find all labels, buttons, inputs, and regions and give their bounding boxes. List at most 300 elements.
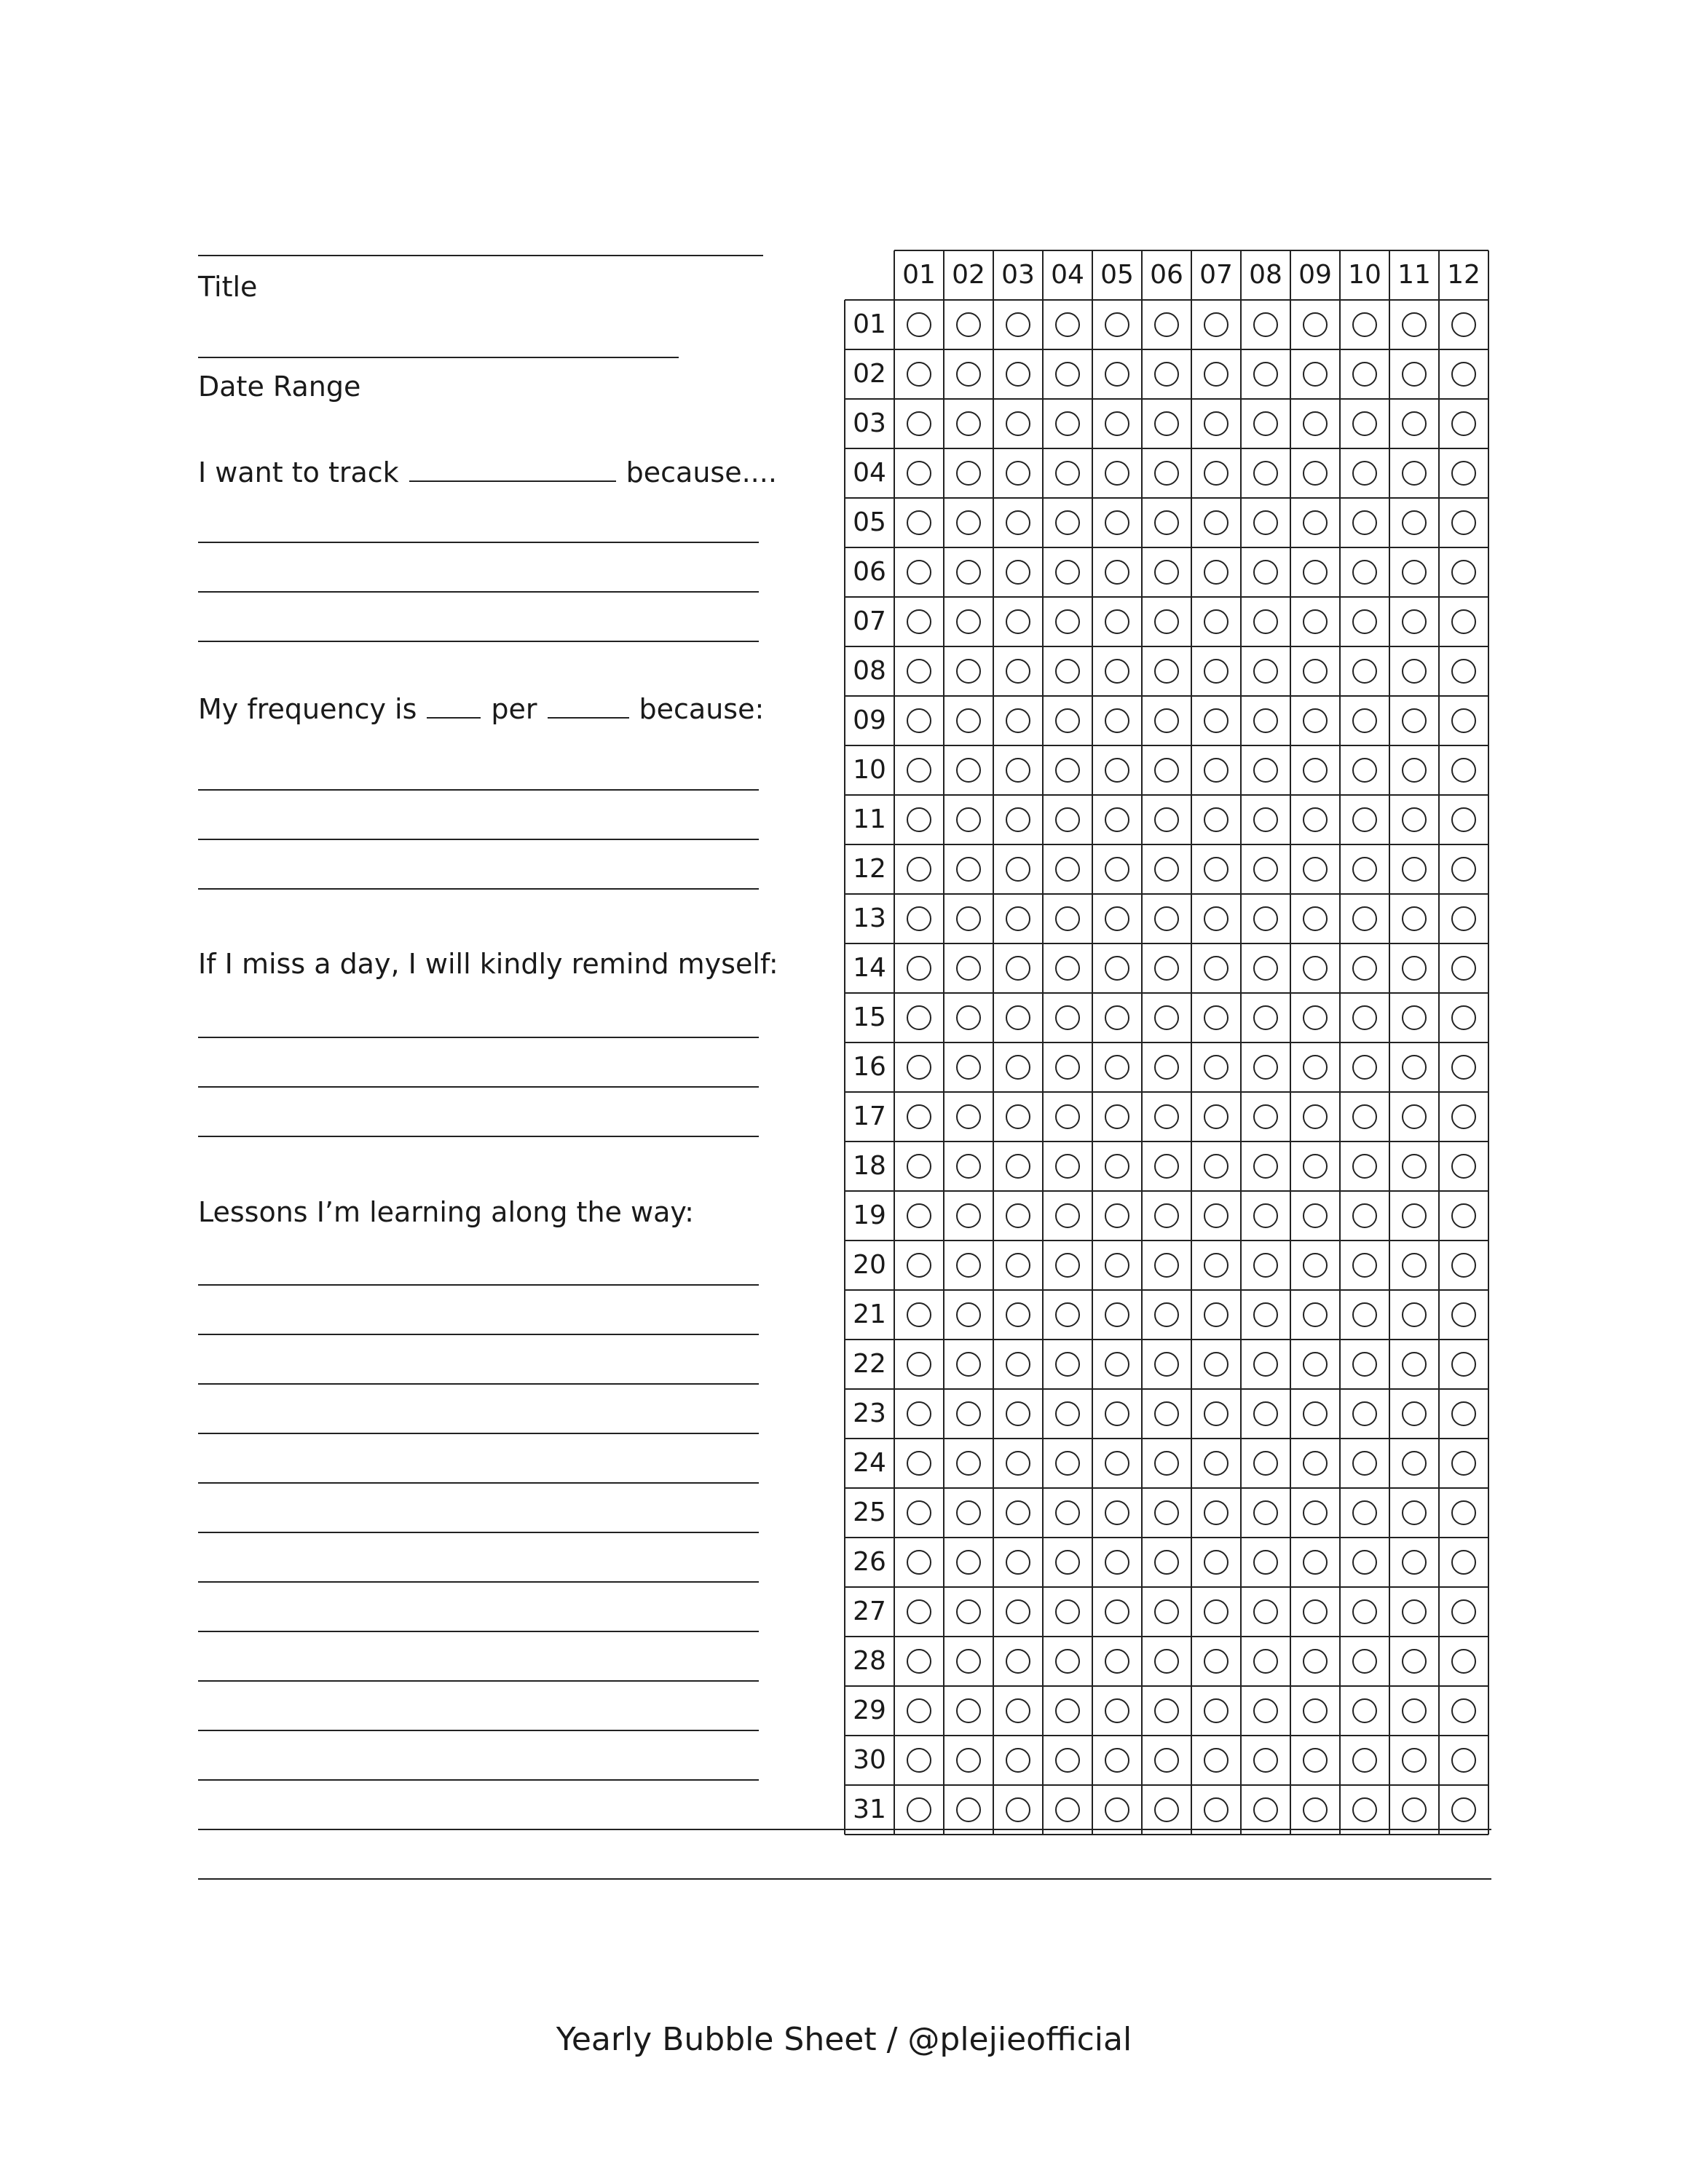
bubble-cell[interactable] (894, 696, 944, 745)
bubble-cell[interactable] (1340, 349, 1389, 399)
bubble-cell[interactable] (1191, 696, 1241, 745)
bubble-circle[interactable] (1006, 1401, 1030, 1426)
bubble-cell[interactable] (1439, 1488, 1488, 1538)
bubble-circle[interactable] (1402, 857, 1427, 882)
bubble-cell[interactable] (1439, 498, 1488, 547)
bubble-circle[interactable] (956, 1599, 981, 1624)
lessons-line-3[interactable] (198, 1383, 759, 1385)
bubble-cell[interactable] (1191, 844, 1241, 894)
bubble-cell[interactable] (1340, 1686, 1389, 1736)
bubble-cell[interactable] (1290, 1637, 1340, 1686)
bubble-cell[interactable] (1191, 1142, 1241, 1191)
bubble-cell[interactable] (1241, 1488, 1290, 1538)
bubble-circle[interactable] (1352, 1302, 1377, 1327)
bubble-cell[interactable] (993, 1488, 1043, 1538)
bubble-circle[interactable] (1451, 510, 1476, 535)
bubble-cell[interactable] (1439, 1290, 1488, 1340)
bubble-cell[interactable] (993, 1637, 1043, 1686)
bubble-circle[interactable] (1352, 1253, 1377, 1278)
bubble-cell[interactable] (1340, 300, 1389, 349)
bubble-cell[interactable] (1340, 1340, 1389, 1389)
bubble-circle[interactable] (1451, 609, 1476, 634)
bubble-circle[interactable] (1352, 1550, 1377, 1575)
bubble-cell[interactable] (1241, 844, 1290, 894)
bubble-circle[interactable] (1006, 857, 1030, 882)
bubble-cell[interactable] (1439, 646, 1488, 696)
bubble-cell[interactable] (1043, 300, 1092, 349)
bubble-circle[interactable] (1402, 807, 1427, 832)
bubble-circle[interactable] (1105, 1352, 1129, 1377)
bubble-cell[interactable] (944, 844, 993, 894)
bubble-cell[interactable] (1092, 1092, 1142, 1142)
bubble-circle[interactable] (1204, 1698, 1228, 1723)
bubble-cell[interactable] (1043, 1290, 1092, 1340)
bubble-circle[interactable] (1303, 1599, 1328, 1624)
bubble-cell[interactable] (1092, 1538, 1142, 1587)
bubble-circle[interactable] (1006, 659, 1030, 684)
bubble-circle[interactable] (1204, 411, 1228, 436)
bubble-circle[interactable] (1154, 1302, 1179, 1327)
bubble-circle[interactable] (1204, 1451, 1228, 1476)
bubble-circle[interactable] (1105, 510, 1129, 535)
bubble-circle[interactable] (907, 609, 931, 634)
bubble-circle[interactable] (1105, 461, 1129, 486)
bubble-circle[interactable] (1154, 1748, 1179, 1773)
bubble-cell[interactable] (1389, 399, 1439, 448)
bubble-cell[interactable] (1142, 399, 1191, 448)
bubble-circle[interactable] (1055, 1104, 1080, 1129)
bubble-cell[interactable] (1191, 1290, 1241, 1340)
bubble-circle[interactable] (1352, 807, 1377, 832)
bubble-circle[interactable] (1006, 758, 1030, 783)
bubble-cell[interactable] (1043, 646, 1092, 696)
bubble-circle[interactable] (1253, 1599, 1278, 1624)
bubble-cell[interactable] (1439, 399, 1488, 448)
bubble-circle[interactable] (1055, 1500, 1080, 1525)
bubble-circle[interactable] (1451, 659, 1476, 684)
bubble-cell[interactable] (1389, 844, 1439, 894)
bubble-cell[interactable] (1241, 498, 1290, 547)
bubble-circle[interactable] (1006, 1352, 1030, 1377)
bubble-cell[interactable] (944, 399, 993, 448)
bubble-cell[interactable] (1241, 349, 1290, 399)
bubble-cell[interactable] (1340, 1241, 1389, 1290)
bubble-circle[interactable] (1204, 1599, 1228, 1624)
track-blank[interactable] (409, 478, 616, 482)
lessons-line-1[interactable] (198, 1284, 759, 1286)
bubble-circle[interactable] (956, 1797, 981, 1822)
bubble-circle[interactable] (1253, 1203, 1278, 1228)
bubble-circle[interactable] (1402, 1104, 1427, 1129)
bubble-cell[interactable] (1142, 1736, 1191, 1785)
bubble-cell[interactable] (944, 1686, 993, 1736)
bubble-cell[interactable] (1340, 597, 1389, 646)
bubble-circle[interactable] (1451, 560, 1476, 585)
lessons-line-9[interactable] (198, 1680, 759, 1682)
bubble-cell[interactable] (1043, 1488, 1092, 1538)
bubble-circle[interactable] (1451, 411, 1476, 436)
bubble-circle[interactable] (1352, 1352, 1377, 1377)
bubble-cell[interactable] (1290, 399, 1340, 448)
bubble-circle[interactable] (907, 1599, 931, 1624)
bubble-circle[interactable] (1352, 857, 1377, 882)
bubble-circle[interactable] (1253, 1748, 1278, 1773)
bubble-cell[interactable] (1290, 1191, 1340, 1241)
bubble-cell[interactable] (1290, 448, 1340, 498)
bubble-cell[interactable] (1142, 448, 1191, 498)
bubble-cell[interactable] (1439, 993, 1488, 1042)
bubble-circle[interactable] (1055, 461, 1080, 486)
bubble-cell[interactable] (1439, 1191, 1488, 1241)
bubble-circle[interactable] (1105, 1154, 1129, 1179)
bubble-circle[interactable] (1105, 362, 1129, 387)
bubble-circle[interactable] (1204, 1302, 1228, 1327)
bubble-cell[interactable] (1389, 300, 1439, 349)
bubble-circle[interactable] (907, 1302, 931, 1327)
bubble-circle[interactable] (1105, 758, 1129, 783)
bubble-circle[interactable] (956, 1698, 981, 1723)
bubble-cell[interactable] (1389, 1191, 1439, 1241)
bubble-cell[interactable] (1043, 1587, 1092, 1637)
bubble-cell[interactable] (1092, 300, 1142, 349)
bubble-cell[interactable] (1092, 399, 1142, 448)
bubble-cell[interactable] (894, 1488, 944, 1538)
lessons-line-5[interactable] (198, 1482, 759, 1484)
bubble-circle[interactable] (1055, 1451, 1080, 1476)
bubble-cell[interactable] (1092, 745, 1142, 795)
bubble-circle[interactable] (1055, 411, 1080, 436)
bubble-circle[interactable] (1352, 1748, 1377, 1773)
bubble-circle[interactable] (1154, 807, 1179, 832)
bubble-cell[interactable] (993, 993, 1043, 1042)
bubble-circle[interactable] (1006, 1203, 1030, 1228)
bubble-circle[interactable] (907, 857, 931, 882)
bubble-circle[interactable] (1204, 1550, 1228, 1575)
bubble-cell[interactable] (944, 1538, 993, 1587)
bubble-cell[interactable] (1092, 1290, 1142, 1340)
bubble-cell[interactable] (1043, 696, 1092, 745)
bubble-cell[interactable] (1142, 1142, 1191, 1191)
bubble-circle[interactable] (907, 362, 931, 387)
bubble-circle[interactable] (1352, 1104, 1377, 1129)
bubble-circle[interactable] (1451, 1451, 1476, 1476)
bubble-cell[interactable] (1241, 1191, 1290, 1241)
bubble-cell[interactable] (894, 1042, 944, 1092)
bubble-circle[interactable] (1253, 1451, 1278, 1476)
bubble-circle[interactable] (907, 708, 931, 733)
bubble-circle[interactable] (1451, 906, 1476, 931)
bubble-cell[interactable] (1191, 1389, 1241, 1439)
bubble-circle[interactable] (1055, 807, 1080, 832)
bubble-circle[interactable] (1204, 461, 1228, 486)
bubble-circle[interactable] (1006, 1104, 1030, 1129)
bubble-cell[interactable] (1191, 1587, 1241, 1637)
bubble-cell[interactable] (944, 1042, 993, 1092)
bubble-cell[interactable] (1389, 993, 1439, 1042)
bubble-cell[interactable] (1043, 745, 1092, 795)
bubble-circle[interactable] (1303, 1005, 1328, 1030)
frequency-reason-line-3[interactable] (198, 888, 759, 890)
bubble-cell[interactable] (1043, 1686, 1092, 1736)
bubble-cell[interactable] (1241, 597, 1290, 646)
bubble-cell[interactable] (1191, 1686, 1241, 1736)
bubble-cell[interactable] (1043, 597, 1092, 646)
bubble-circle[interactable] (1006, 461, 1030, 486)
bubble-cell[interactable] (993, 547, 1043, 597)
bubble-cell[interactable] (1290, 993, 1340, 1042)
bubble-circle[interactable] (956, 1649, 981, 1674)
bubble-cell[interactable] (1290, 597, 1340, 646)
bubble-circle[interactable] (1253, 1352, 1278, 1377)
bubble-cell[interactable] (894, 1241, 944, 1290)
bubble-circle[interactable] (1451, 1104, 1476, 1129)
bubble-cell[interactable] (1142, 597, 1191, 646)
bubble-cell[interactable] (1142, 1340, 1191, 1389)
bubble-cell[interactable] (894, 300, 944, 349)
bubble-cell[interactable] (1142, 696, 1191, 745)
bubble-cell[interactable] (1191, 1092, 1241, 1142)
bubble-cell[interactable] (944, 795, 993, 844)
bubble-circle[interactable] (1402, 1401, 1427, 1426)
bubble-circle[interactable] (1253, 708, 1278, 733)
bubble-cell[interactable] (1290, 1587, 1340, 1637)
bubble-circle[interactable] (1253, 1500, 1278, 1525)
bubble-cell[interactable] (944, 1290, 993, 1340)
bubble-circle[interactable] (1105, 312, 1129, 337)
bubble-cell[interactable] (944, 1389, 993, 1439)
bubble-circle[interactable] (1055, 560, 1080, 585)
bubble-circle[interactable] (1055, 1599, 1080, 1624)
bubble-circle[interactable] (1451, 1253, 1476, 1278)
bubble-circle[interactable] (907, 1154, 931, 1179)
bubble-cell[interactable] (944, 1736, 993, 1785)
bubble-cell[interactable] (894, 1142, 944, 1191)
bubble-circle[interactable] (907, 906, 931, 931)
bubble-cell[interactable] (1389, 1686, 1439, 1736)
bubble-cell[interactable] (944, 696, 993, 745)
bubble-cell[interactable] (1439, 300, 1488, 349)
bubble-cell[interactable] (1389, 646, 1439, 696)
bubble-cell[interactable] (993, 1389, 1043, 1439)
bubble-cell[interactable] (1340, 646, 1389, 696)
bubble-cell[interactable] (1389, 547, 1439, 597)
bubble-cell[interactable] (1290, 1736, 1340, 1785)
bubble-circle[interactable] (1402, 956, 1427, 981)
bubble-circle[interactable] (1055, 758, 1080, 783)
bubble-circle[interactable] (1105, 1698, 1129, 1723)
bubble-circle[interactable] (1402, 1797, 1427, 1822)
bubble-circle[interactable] (1006, 1550, 1030, 1575)
bubble-circle[interactable] (956, 1302, 981, 1327)
bubble-circle[interactable] (1402, 1253, 1427, 1278)
bubble-cell[interactable] (1439, 1092, 1488, 1142)
bubble-circle[interactable] (1303, 807, 1328, 832)
bubble-circle[interactable] (956, 1104, 981, 1129)
bubble-cell[interactable] (1191, 1785, 1241, 1835)
bubble-cell[interactable] (993, 399, 1043, 448)
bubble-circle[interactable] (1105, 1055, 1129, 1080)
bubble-circle[interactable] (907, 1203, 931, 1228)
bubble-circle[interactable] (1006, 1055, 1030, 1080)
bubble-cell[interactable] (1191, 597, 1241, 646)
bubble-cell[interactable] (1043, 1142, 1092, 1191)
bubble-circle[interactable] (1303, 1748, 1328, 1773)
bubble-cell[interactable] (1389, 1736, 1439, 1785)
bubble-circle[interactable] (1204, 1055, 1228, 1080)
frequency-count-blank[interactable] (427, 714, 481, 719)
bubble-circle[interactable] (1402, 1698, 1427, 1723)
bubble-circle[interactable] (1006, 560, 1030, 585)
bubble-cell[interactable] (1340, 399, 1389, 448)
bubble-circle[interactable] (1006, 906, 1030, 931)
bubble-cell[interactable] (1191, 1488, 1241, 1538)
bubble-circle[interactable] (1451, 362, 1476, 387)
bubble-cell[interactable] (1191, 1637, 1241, 1686)
bubble-cell[interactable] (993, 1290, 1043, 1340)
bubble-cell[interactable] (1191, 1241, 1241, 1290)
bubble-circle[interactable] (1303, 857, 1328, 882)
lessons-line-6[interactable] (198, 1532, 759, 1533)
bubble-circle[interactable] (1352, 1401, 1377, 1426)
bubble-cell[interactable] (1092, 844, 1142, 894)
bubble-circle[interactable] (1105, 1005, 1129, 1030)
bubble-cell[interactable] (1241, 448, 1290, 498)
bubble-cell[interactable] (1389, 498, 1439, 547)
bubble-circle[interactable] (1055, 906, 1080, 931)
track-reason-line-2[interactable] (198, 591, 759, 593)
bubble-circle[interactable] (907, 807, 931, 832)
bubble-circle[interactable] (1105, 1550, 1129, 1575)
bubble-cell[interactable] (1340, 795, 1389, 844)
bubble-circle[interactable] (1055, 510, 1080, 535)
bubble-circle[interactable] (1055, 1253, 1080, 1278)
bubble-circle[interactable] (1253, 1253, 1278, 1278)
bubble-cell[interactable] (1142, 646, 1191, 696)
bubble-cell[interactable] (1043, 894, 1092, 943)
bubble-circle[interactable] (1402, 411, 1427, 436)
bubble-cell[interactable] (1290, 547, 1340, 597)
bubble-circle[interactable] (1451, 857, 1476, 882)
bubble-circle[interactable] (1451, 1748, 1476, 1773)
lessons-line-4[interactable] (198, 1433, 759, 1434)
bubble-circle[interactable] (1055, 1055, 1080, 1080)
bubble-circle[interactable] (956, 857, 981, 882)
track-reason-line-3[interactable] (198, 641, 759, 642)
bubble-circle[interactable] (1402, 461, 1427, 486)
bubble-circle[interactable] (1303, 362, 1328, 387)
bubble-circle[interactable] (1352, 1203, 1377, 1228)
bubble-circle[interactable] (1154, 411, 1179, 436)
bubble-cell[interactable] (1092, 1587, 1142, 1637)
bubble-cell[interactable] (993, 1785, 1043, 1835)
bubble-circle[interactable] (1402, 708, 1427, 733)
bubble-circle[interactable] (1204, 1253, 1228, 1278)
bubble-circle[interactable] (1451, 1203, 1476, 1228)
bubble-circle[interactable] (956, 609, 981, 634)
bubble-cell[interactable] (1389, 1587, 1439, 1637)
bubble-cell[interactable] (1142, 1488, 1191, 1538)
bubble-circle[interactable] (1154, 1500, 1179, 1525)
bubble-cell[interactable] (1142, 943, 1191, 993)
bubble-cell[interactable] (1439, 597, 1488, 646)
bubble-circle[interactable] (1253, 560, 1278, 585)
bubble-circle[interactable] (1204, 1154, 1228, 1179)
bubble-circle[interactable] (1154, 659, 1179, 684)
lessons-line-2[interactable] (198, 1334, 759, 1335)
bubble-circle[interactable] (1253, 312, 1278, 337)
bubble-circle[interactable] (1253, 956, 1278, 981)
bubble-circle[interactable] (1105, 857, 1129, 882)
bubble-cell[interactable] (1241, 894, 1290, 943)
bubble-cell[interactable] (1290, 300, 1340, 349)
bubble-circle[interactable] (1352, 708, 1377, 733)
bubble-cell[interactable] (1241, 1538, 1290, 1587)
bubble-cell[interactable] (1340, 1142, 1389, 1191)
bubble-cell[interactable] (993, 1241, 1043, 1290)
bubble-circle[interactable] (1006, 708, 1030, 733)
bubble-circle[interactable] (1451, 758, 1476, 783)
bubble-cell[interactable] (1092, 1142, 1142, 1191)
bubble-circle[interactable] (1154, 1649, 1179, 1674)
bubble-cell[interactable] (1092, 795, 1142, 844)
bubble-circle[interactable] (1303, 1104, 1328, 1129)
bubble-cell[interactable] (1340, 1042, 1389, 1092)
bubble-circle[interactable] (1055, 609, 1080, 634)
bubble-cell[interactable] (894, 1736, 944, 1785)
bubble-cell[interactable] (1340, 498, 1389, 547)
bubble-circle[interactable] (1352, 411, 1377, 436)
bubble-cell[interactable] (894, 646, 944, 696)
bubble-cell[interactable] (993, 795, 1043, 844)
bubble-circle[interactable] (1402, 609, 1427, 634)
bubble-circle[interactable] (1402, 560, 1427, 585)
bubble-circle[interactable] (1055, 659, 1080, 684)
bubble-cell[interactable] (1191, 300, 1241, 349)
bubble-circle[interactable] (1204, 560, 1228, 585)
bubble-circle[interactable] (907, 1748, 931, 1773)
bubble-cell[interactable] (894, 844, 944, 894)
bubble-cell[interactable] (1389, 1142, 1439, 1191)
bubble-cell[interactable] (1241, 1389, 1290, 1439)
bubble-cell[interactable] (894, 745, 944, 795)
bubble-cell[interactable] (1142, 894, 1191, 943)
bubble-cell[interactable] (1191, 943, 1241, 993)
bubble-circle[interactable] (1451, 1500, 1476, 1525)
bubble-circle[interactable] (1154, 1104, 1179, 1129)
bubble-circle[interactable] (956, 1203, 981, 1228)
bubble-cell[interactable] (993, 1439, 1043, 1488)
bubble-circle[interactable] (956, 560, 981, 585)
bubble-circle[interactable] (1105, 1104, 1129, 1129)
bubble-circle[interactable] (1154, 1253, 1179, 1278)
bubble-circle[interactable] (1402, 1352, 1427, 1377)
bubble-circle[interactable] (1105, 906, 1129, 931)
bubble-circle[interactable] (1154, 1550, 1179, 1575)
bubble-cell[interactable] (944, 943, 993, 993)
bubble-circle[interactable] (1352, 1500, 1377, 1525)
bubble-circle[interactable] (1154, 362, 1179, 387)
bubble-cell[interactable] (1142, 547, 1191, 597)
bubble-cell[interactable] (1389, 1290, 1439, 1340)
bubble-circle[interactable] (1204, 510, 1228, 535)
bubble-cell[interactable] (993, 943, 1043, 993)
bubble-cell[interactable] (894, 498, 944, 547)
bubble-cell[interactable] (1191, 993, 1241, 1042)
bubble-circle[interactable] (1303, 956, 1328, 981)
bubble-cell[interactable] (1043, 399, 1092, 448)
bubble-circle[interactable] (1105, 807, 1129, 832)
bubble-circle[interactable] (1352, 609, 1377, 634)
